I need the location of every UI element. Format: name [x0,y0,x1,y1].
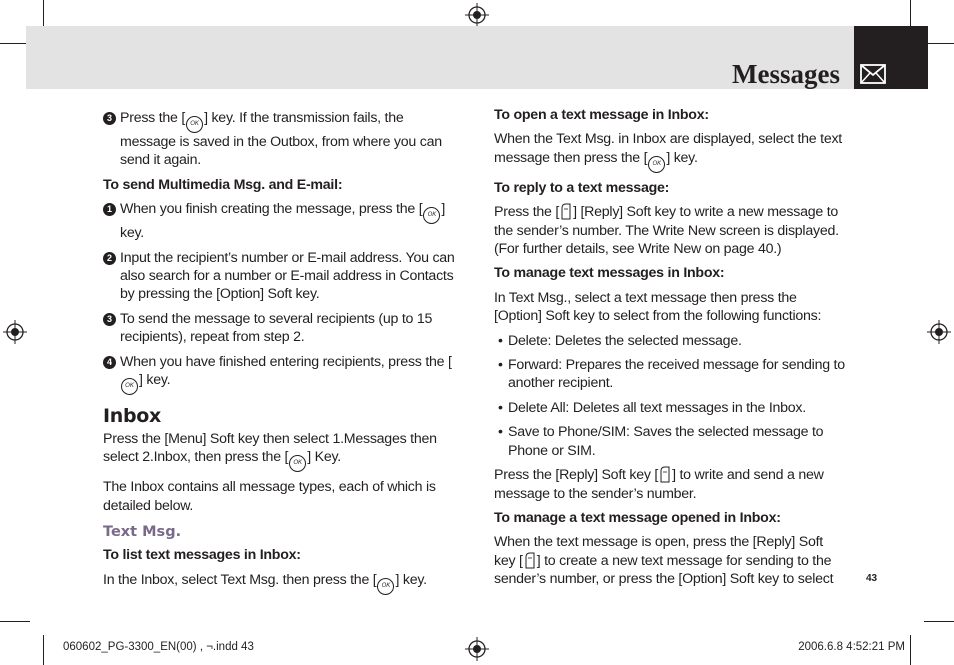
ok-key-icon: OK [186,116,203,133]
paragraph: Press the [Menu] Soft key then select 1.Messages then select 2.Inbox, then press the [ OK ] Key. [103,430,455,472]
list-item: • Delete All: Deletes all text messages in the Inbox. [494,399,846,417]
ok-key-icon: OK [289,455,306,472]
registration-mark-icon [465,637,489,661]
text-msg-heading: Text Msg. [103,524,182,541]
paragraph: When the Text Msg. in Inbox are displayed, select the text message then press the [ OK ] key. [494,130,846,172]
step-number: 1 [103,203,116,216]
right-column [494,106,846,589]
section-heading: To open a text message in Inbox: [494,107,709,123]
step-number: 3 [103,112,116,125]
section-heading: To reply to a text message: [494,179,670,196]
section-heading: To manage text messages in Inbox: [494,265,725,282]
crop-mark [0,621,30,622]
envelope-icon [860,63,886,85]
step-item: 2 Input the recipient’s number or E-mail address. You can also search for a number or E-mail address in Contacts by pressing the [Option] Soft key. [103,249,455,304]
registration-mark-icon [465,3,489,27]
page-number: 43 [866,573,878,584]
step-number: 3 [103,313,116,326]
paragraph: When the text message is open, press the [Reply] Soft key [ ] to create a new text message for sending to the sender’s number, or press the [Option] Soft key to select [494,534,834,588]
ok-key-icon: OK [648,156,665,173]
ok-key-icon: OK [423,207,440,224]
step-number: 2 [103,252,116,265]
section-heading: To manage a text message opened in Inbox: [494,509,781,526]
left-column [103,109,455,595]
paragraph: The Inbox contains all message types, each of which is detailed below. [103,479,436,514]
soft-key-icon [560,203,572,220]
list-item: • Save to Phone/SIM: Saves the selected message to Phone or SIM. [494,423,846,460]
crop-mark [924,621,954,622]
paragraph: In Text Msg., select a text message then press the [Option] Soft key to select from the following functions: [494,289,822,325]
registration-mark-icon [927,320,951,344]
paragraph: Press the [ ] [Reply] Soft key to write a new message to the sender’s number. The Write New screen is displayed. (For further details, see Write New on page 40.) [494,204,839,258]
soft-key-icon [524,552,536,569]
ok-key-icon: OK [377,578,394,595]
list-item: • Forward: Prepares the received message for sending to another recipient. [494,356,846,393]
crop-mark [910,635,911,665]
step-item: 4 When you have finished entering recipients, press the [OK ] key. [103,353,455,395]
section-heading: To list text messages in Inbox: [103,547,301,564]
section-heading: To send Multimedia Msg. and E-mail: [103,176,343,193]
list-item: • Delete: Deletes the selected message. [494,332,846,350]
page-title: Messages [732,59,840,89]
step-item: 1 When you finish creating the message, press the [ OK ] key. [103,200,455,242]
registration-mark-icon [3,320,27,344]
ok-key-icon: OK [121,378,138,395]
soft-key-icon [659,466,671,483]
inbox-heading: Inbox [103,405,162,428]
paragraph: Press the [Reply] Soft key [ ] to write and send a new message to the sender’s number. [494,467,824,502]
crop-mark [924,43,954,44]
crop-mark [43,635,44,665]
footer-timestamp: 2006.6.8 4:52:21 PM [798,641,905,653]
step-number: 4 [103,356,116,369]
footer-file-info: 060602_PG-3300_EN(00) , ¬.indd 43 [63,641,254,653]
step-item: 3 To send the message to several recipients (up to 15 recipients), repeat from step 2. [103,310,455,347]
paragraph: In the Inbox, select Text Msg. then press the [ OK ] key. [103,571,455,595]
step-item: 3 Press the [ OK ] key. If the transmission fails, the message is saved in the Outbox, from where you can send it again. [103,109,455,170]
